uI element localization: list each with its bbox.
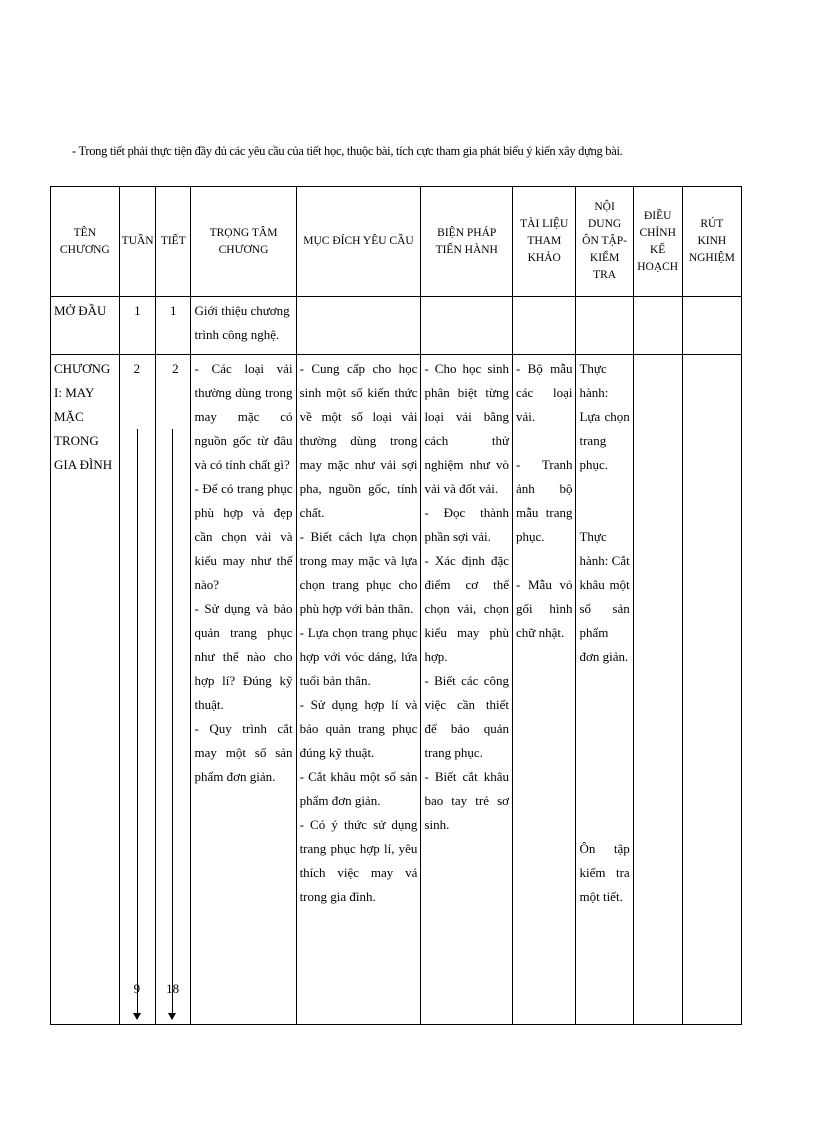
header-row — [51, 187, 742, 297]
cell-bien-phap — [421, 297, 513, 355]
period-range-line — [172, 429, 173, 1019]
cell-rut-kinh — [682, 297, 741, 355]
week-end: 9 — [133, 981, 141, 996]
cell-trong-tam: - Các loại vải thường dùng trong may mặc có nguồn gốc từ đâu và có tính chất gì? - Để có trang phục phù hợp và đẹp cần chọn vải và kiểu may như thế nào? - Sử dụng và bảo quản trang phục như thế nào cho hợp lí? Đúng kỹ thuật. - Quy trình cắt may một số sản phẩm đơn giản. — [191, 355, 296, 1025]
cell-tai-lieu — [513, 297, 576, 355]
table-row — [51, 355, 742, 1025]
table-row — [51, 297, 742, 355]
cell-chuong: MỞ ĐẦU — [51, 297, 120, 355]
cell-dieu-chinh — [633, 355, 682, 1025]
header-chuong: TÊN CHƯƠNG — [51, 187, 120, 297]
cell-tai-lieu: - Bộ mẫu các loại vải. - Tranh ảnh bộ mẫu trang phục. - Mẫu vỏ gối hình chữ nhật. — [513, 355, 576, 1025]
week-start: 2 — [133, 361, 141, 376]
header-trong-tam: TRỌNG TÂM CHƯƠNG — [191, 187, 296, 297]
header-noi-dung: NỘI DUNG ÔN TẬP- KIỂM TRA — [576, 187, 633, 297]
period-end: 18 — [166, 981, 180, 996]
curriculum-plan-table — [50, 186, 742, 1025]
period-start: 2 — [172, 361, 179, 376]
instruction-note: - Trong tiết phải thực tiện đầy đủ các yêu cầu của tiết học, thuộc bài, tích cực tham gia phát biểu ý kiến xây dựng bài. — [72, 144, 623, 158]
header-tiet: TIẾT — [156, 187, 191, 297]
header-bien-phap: BIỆN PHÁP TIẾN HÀNH — [421, 187, 513, 297]
cell-chuong — [51, 355, 120, 1025]
cell-rut-kinh — [682, 355, 741, 1025]
cell-muc-dich: - Cung cấp cho học sinh một số kiến thức về một số loại vải thường dùng trong may mặc như vải sợi pha, nguồn gốc, tính chất. - Biết cách lựa chọn trong may mặc và lựa chọn trang phục cho phù hợp với bản thân. - Lựa chọn trang phục hợp với vóc dáng, lứa tuổi bản thân. - Sử dụng hợp lí và bảo quản trang phục đúng kỹ thuật. - Cắt khâu một số sản phẩm đơn giản. - Có ý thức sử dụng trang phục hợp lí, yêu thích việc may vá trong gia đình. — [296, 355, 421, 1025]
cell-tiet: 1 — [156, 297, 191, 355]
cell-dieu-chinh — [633, 297, 682, 355]
cell-noi-dung: Thực hành: Lựa chọn trang phục. Thực hành: Cắt khâu một số sản phẩm đơn giản. Ôn tập kiểm tra một tiết. — [576, 355, 633, 1025]
header-tai-lieu: TÀI LIỆU THAM KHẢO — [513, 187, 576, 297]
week-range-line — [137, 429, 138, 1019]
cell-noi-dung — [576, 297, 633, 355]
cell-bien-phap: - Cho học sinh phân biệt từng loại vải bằng cách thử nghiệm như vò vải và đốt vải. - Đọc thành phần sợi vải. - Xác định đặc điểm cơ thể chọn vải, chọn kiểu may phù hợp. - Biết các công việc cần thiết để bảo quản trang phục. - Biết cắt khâu bao tay trẻ sơ sinh. — [421, 355, 513, 1025]
header-muc-dich: MỤC ĐÍCH YÊU CẦU — [296, 187, 421, 297]
cell-trong-tam: Giới thiệu chương trình công nghệ. — [191, 297, 296, 355]
header-tuan: TUẦN — [119, 187, 155, 297]
header-rut-kinh: RÚT KINH NGHIỆM — [682, 187, 741, 297]
cell-muc-dich — [296, 297, 421, 355]
chapter-name: CHƯƠNG I: MAY MẶC TRONG GIA ĐÌNH — [54, 361, 113, 472]
cell-tuan — [119, 355, 155, 1025]
down-arrow-icon — [168, 1013, 176, 1020]
header-dieu-chinh: ĐIỀU CHỈNH KẾ HOẠCH — [633, 187, 682, 297]
cell-tiet — [156, 355, 191, 1025]
down-arrow-icon — [133, 1013, 141, 1020]
cell-tuan: 1 — [119, 297, 155, 355]
